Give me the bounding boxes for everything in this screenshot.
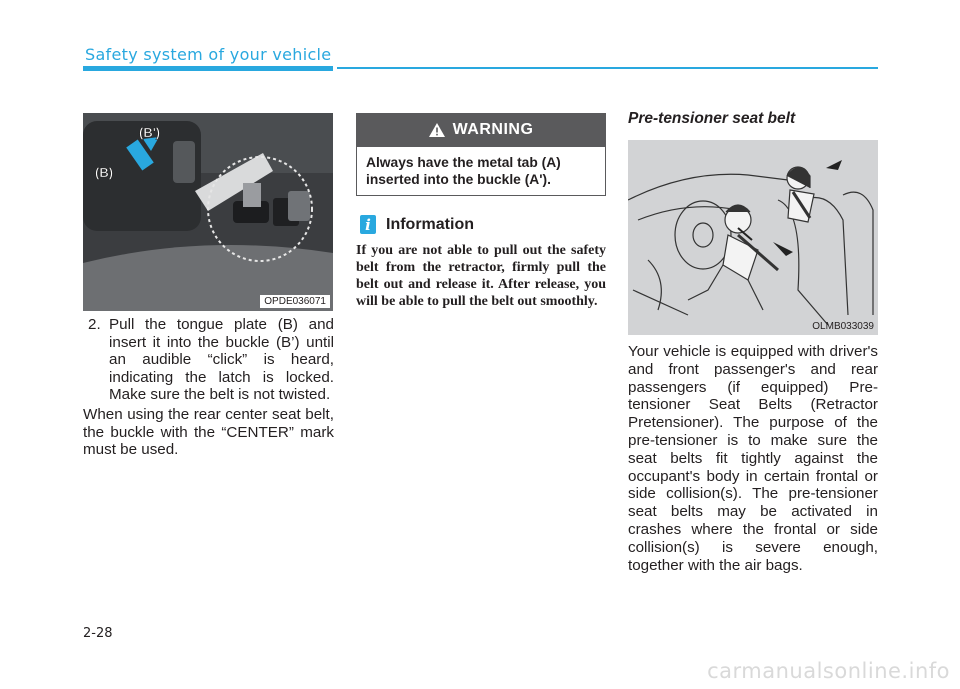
watermark: carmanualsonline.info bbox=[707, 659, 950, 683]
header-accent-bar bbox=[83, 66, 333, 71]
warning-header bbox=[356, 113, 606, 146]
image-caption: OPDE036071 bbox=[260, 295, 330, 308]
information-text: If you are not able to pull out the safety belt from the retractor, firmly pull the belt out and release it. After release, you will be able to pull the belt out smoothly. bbox=[356, 243, 606, 309]
pretensioner-section-title: Pre-tensioner seat belt bbox=[628, 110, 796, 127]
information-header bbox=[360, 215, 474, 234]
callout-b: (B) bbox=[95, 165, 114, 180]
center-belt-paragraph: When using the rear center seat belt, the buckle with the “CENTER” mark must be used. bbox=[83, 406, 334, 459]
header-rule bbox=[337, 67, 878, 69]
instruction-step bbox=[88, 316, 334, 404]
page-number: 2-28 bbox=[83, 626, 113, 641]
illustration-caption: OLMB033039 bbox=[812, 321, 874, 332]
warning-triangle-icon bbox=[429, 123, 445, 137]
pretensioner-illustration bbox=[628, 140, 878, 335]
info-icon: i bbox=[360, 215, 376, 234]
callout-b-prime: (B') bbox=[139, 125, 161, 140]
seatbelt-photo-drawing bbox=[83, 113, 333, 311]
warning-title: WARNING bbox=[452, 120, 534, 138]
seatbelt-buckle-photo bbox=[83, 113, 333, 311]
pretensioner-drawing bbox=[628, 140, 878, 335]
step-number: 2. bbox=[88, 316, 101, 333]
warning-text: Always have the metal tab (A) inserted into the buckle (A'). bbox=[356, 146, 606, 196]
pretensioner-paragraph: Your vehicle is equipped with driver's and front passenger's and rear passengers (if equipped) Pre-tensioner Seat Belts (Retractor Pretensioner). The purpose of the pre-tensioner is to make sure the seat belts fit tightly against the occupant's body in certain frontal or side collision(s). The pre-tensioner seat belts may be activated in crashes where the frontal or side collision(s) is severe enough, together with the air bags. bbox=[628, 343, 878, 574]
information-title: Information bbox=[386, 215, 474, 233]
step-text: Pull the tongue plate (B) and insert it into the buckle (B’) until an audible “click” is heard, indicating the latch is locked. Make sure the belt is not twisted. bbox=[109, 316, 334, 404]
section-header: Safety system of your vehicle bbox=[85, 45, 332, 64]
